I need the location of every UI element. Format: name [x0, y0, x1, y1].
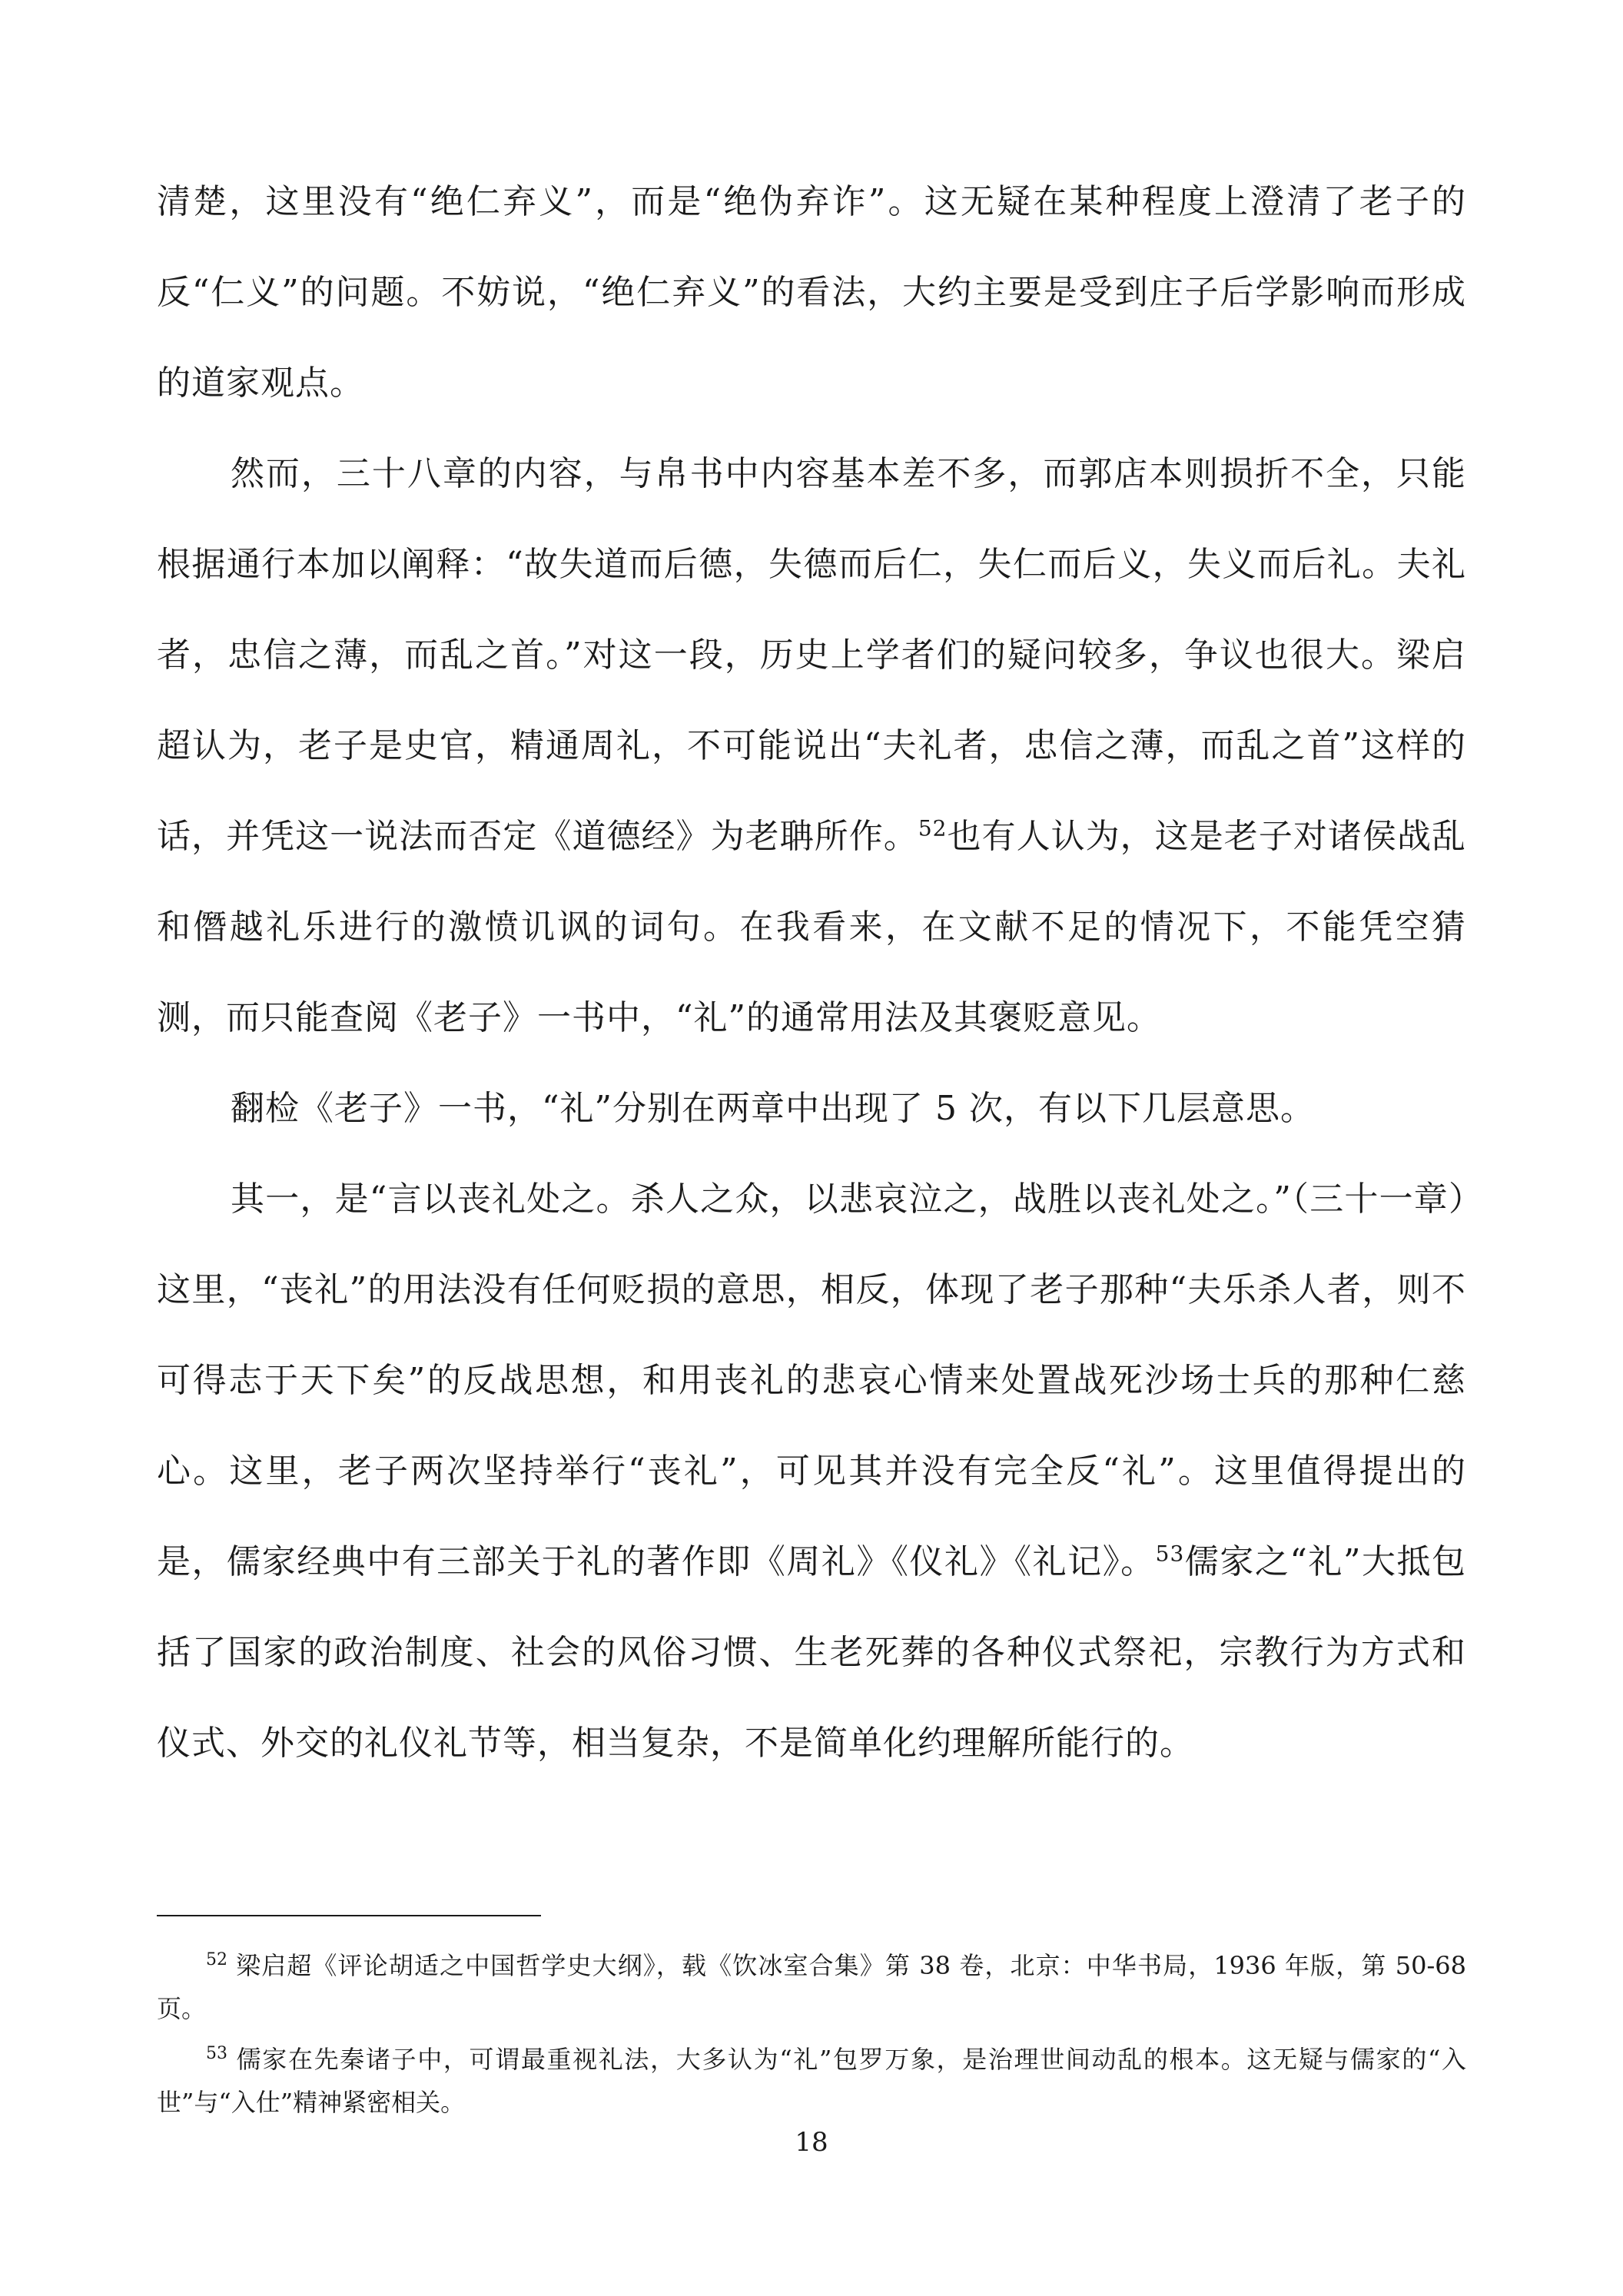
paragraph-2-text-b: 也有人认为，这是老子对诸侯战乱和僭越礼乐进行的激愤讥讽的词句。在我看来，在文献不足的情况下，不能凭空猜测，而只能查阅《老子》一书中，“礼”的通常用法及其褒贬意见。 — [157, 817, 1467, 1037]
paragraph-4-text-a: 其一，是“言以丧礼处之。杀人之众，以悲哀泣之，战胜以丧礼处之。”（三十一章）这里，“丧礼”的用法没有任何贬损的意思，相反，体现了老子那种“夫乐杀人者，则不可得志于天下矣”的反战思想，和用丧礼的悲哀心情来处置战死沙场士兵的那种仁慈心。这里，老子两次坚持举行“丧礼”，可见其并没有完全反“礼”。这里值得提出的是，儒家经典中有三部关于礼的著作即《周礼》《仪礼》《礼记》。 — [157, 1180, 1466, 1581]
body-text — [157, 157, 1466, 1789]
paragraph-2 — [157, 429, 1466, 1063]
paragraph-3: 翻检《老子》一书，“礼”分别在两章中出现了 5 次，有以下几层意思。 — [231, 1089, 1315, 1128]
footnote-number: 52 — [206, 1950, 227, 1970]
footnote-ref-53[interactable]: 53 — [1155, 1541, 1185, 1567]
footnote-53 — [157, 2038, 1466, 2124]
footnote-52 — [157, 1944, 1466, 2030]
footnote-ref-52[interactable]: 52 — [918, 815, 948, 841]
paragraph-1: 清楚，这里没有“绝仁弃义”，而是“绝伪弃诈”。这无疑在某种程度上澄清了老子的反“仁义”的问题。不妨说，“绝仁弃义”的看法，大约主要是受到庄子后学影响而形成的道家观点。 — [157, 182, 1466, 403]
footnote-separator — [157, 1915, 541, 1916]
footnote-text: 梁启超《评论胡适之中国哲学史大纲》，载《饮冰室合集》第 38 卷，北京：中华书局，1936 年版，第 50-68 页。 — [157, 1951, 1466, 2023]
footnote-text: 儒家在先秦诸子中，可谓最重视礼法，大多认为“礼”包罗万象，是治理世间动乱的根本。这无疑与儒家的“入世”与“入仕”精神紧密相关。 — [157, 2045, 1466, 2117]
page-number: 18 — [795, 2127, 828, 2158]
footnote-number: 53 — [206, 2044, 227, 2064]
paragraph-2-text-a: 然而，三十八章的内容，与帛书中内容基本差不多，而郭店本则损折不全，只能根据通行本加以阐释：“故失道而后德，失德而后仁，失仁而后义，失义而后礼。夫礼者，忠信之薄，而乱之首。”对这一段，历史上学者们的疑问较多，争议也很大。梁启超认为，老子是史官，精通周礼，不可能说出“夫礼者，忠信之薄，而乱之首”这样的话，并凭这一说法而否定《道德经》为老聃所作。 — [157, 454, 1466, 856]
paragraph-4-text-b: 儒家之“礼”大抵包括了国家的政治制度、社会的风俗习惯、生老死葬的各种仪式祭祀，宗教行为方式和仪式、外交的礼仪礼节等，相当复杂，不是简单化约理解所能行的。 — [157, 1542, 1466, 1763]
footnotes — [157, 1944, 1466, 2132]
paragraph-4 — [157, 1154, 1466, 1789]
